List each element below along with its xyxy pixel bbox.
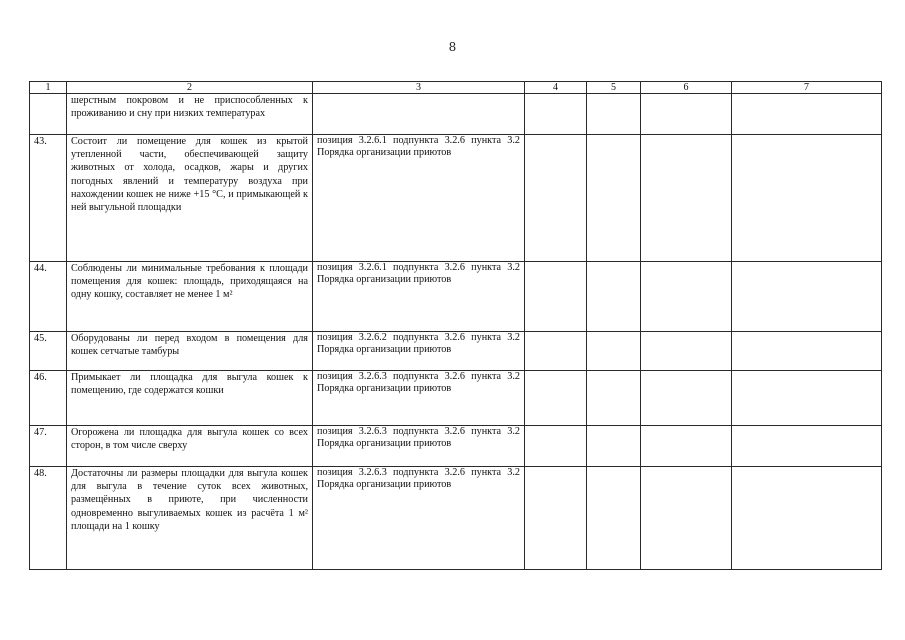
reference-cell: позиция 3.2.6.3 подпункта 3.2.6 пункта 3.2 Порядка организации приютов <box>313 371 525 426</box>
table-row <box>30 371 882 426</box>
reference-cell: позиция 3.2.6.3 подпункта 3.2.6 пункта 3.2 Порядка организации приютов <box>313 426 525 467</box>
empty-cell <box>641 332 732 371</box>
table-row <box>30 262 882 332</box>
table-row <box>30 332 882 371</box>
empty-cell <box>732 332 882 371</box>
reference-cell <box>313 94 525 135</box>
question-cell: шерстным покровом и не приспособленных к проживанию и сну при низких температурах <box>67 94 313 135</box>
table-row <box>30 467 882 570</box>
column-header-7: 7 <box>732 82 882 94</box>
column-header-6: 6 <box>641 82 732 94</box>
checklist-table <box>29 81 882 570</box>
empty-cell <box>732 371 882 426</box>
empty-cell <box>732 94 882 135</box>
header-row <box>30 82 882 94</box>
table-row-continuation <box>30 94 882 135</box>
empty-cell <box>732 467 882 570</box>
reference-cell: позиция 3.2.6.1 подпункта 3.2.6 пункта 3.2 Порядка организации приютов <box>313 262 525 332</box>
empty-cell <box>525 94 587 135</box>
empty-cell <box>641 371 732 426</box>
reference-cell: позиция 3.2.6.1 подпункта 3.2.6 пункта 3.2 Порядка организации приютов <box>313 135 525 262</box>
table-row <box>30 426 882 467</box>
column-header-5: 5 <box>587 82 641 94</box>
empty-cell <box>732 135 882 262</box>
empty-cell <box>641 135 732 262</box>
row-number-cell <box>30 94 67 135</box>
empty-cell <box>525 467 587 570</box>
row-number-cell: 45. <box>30 332 67 371</box>
question-cell: Достаточны ли размеры площадки для выгула кошек для выгула в течение суток всех животных, размещённых в приюте, при численности одновременно выгуливаемых кошек из расчёта 1 м² площади на 1 кошку <box>67 467 313 570</box>
empty-cell <box>525 135 587 262</box>
empty-cell <box>641 94 732 135</box>
empty-cell <box>587 332 641 371</box>
question-cell: Состоит ли помещение для кошек из крытой утепленной части, обеспечивающей защиту животных от холода, осадков, жары и других погодных явлений и температуру воздуха при нахождении кошек не ниже +15 °С, и примыкающей к ней выгульной площадки <box>67 135 313 262</box>
column-header-2: 2 <box>67 82 313 94</box>
empty-cell <box>641 426 732 467</box>
question-cell: Огорожена ли площадка для выгула кошек со всех сторон, в том числе сверху <box>67 426 313 467</box>
empty-cell <box>587 262 641 332</box>
table-row <box>30 135 882 262</box>
column-header-4: 4 <box>525 82 587 94</box>
row-number-cell: 48. <box>30 467 67 570</box>
reference-cell: позиция 3.2.6.3 подпункта 3.2.6 пункта 3.2 Порядка организации приютов <box>313 467 525 570</box>
empty-cell <box>732 262 882 332</box>
empty-cell <box>587 467 641 570</box>
empty-cell <box>641 467 732 570</box>
row-number-cell: 43. <box>30 135 67 262</box>
question-cell: Оборудованы ли перед входом в помещения для кошек сетчатые тамбуры <box>67 332 313 371</box>
empty-cell <box>525 262 587 332</box>
row-number-cell: 46. <box>30 371 67 426</box>
empty-cell <box>587 426 641 467</box>
empty-cell <box>525 426 587 467</box>
empty-cell <box>587 371 641 426</box>
empty-cell <box>641 262 732 332</box>
question-cell: Примыкает ли площадка для выгула кошек к помещению, где содержатся кошки <box>67 371 313 426</box>
empty-cell <box>587 135 641 262</box>
row-number-cell: 47. <box>30 426 67 467</box>
question-cell: Соблюдены ли минимальные требования к площади помещения для кошек: площадь, приходящаяся на одну кошку, составляет не менее 1 м² <box>67 262 313 332</box>
empty-cell <box>525 371 587 426</box>
empty-cell <box>732 426 882 467</box>
page-number: 8 <box>448 40 457 54</box>
column-header-1: 1 <box>30 82 67 94</box>
row-number-cell: 44. <box>30 262 67 332</box>
column-header-3: 3 <box>313 82 525 94</box>
empty-cell <box>525 332 587 371</box>
empty-cell <box>587 94 641 135</box>
reference-cell: позиция 3.2.6.2 подпункта 3.2.6 пункта 3.2 Порядка организации приютов <box>313 332 525 371</box>
